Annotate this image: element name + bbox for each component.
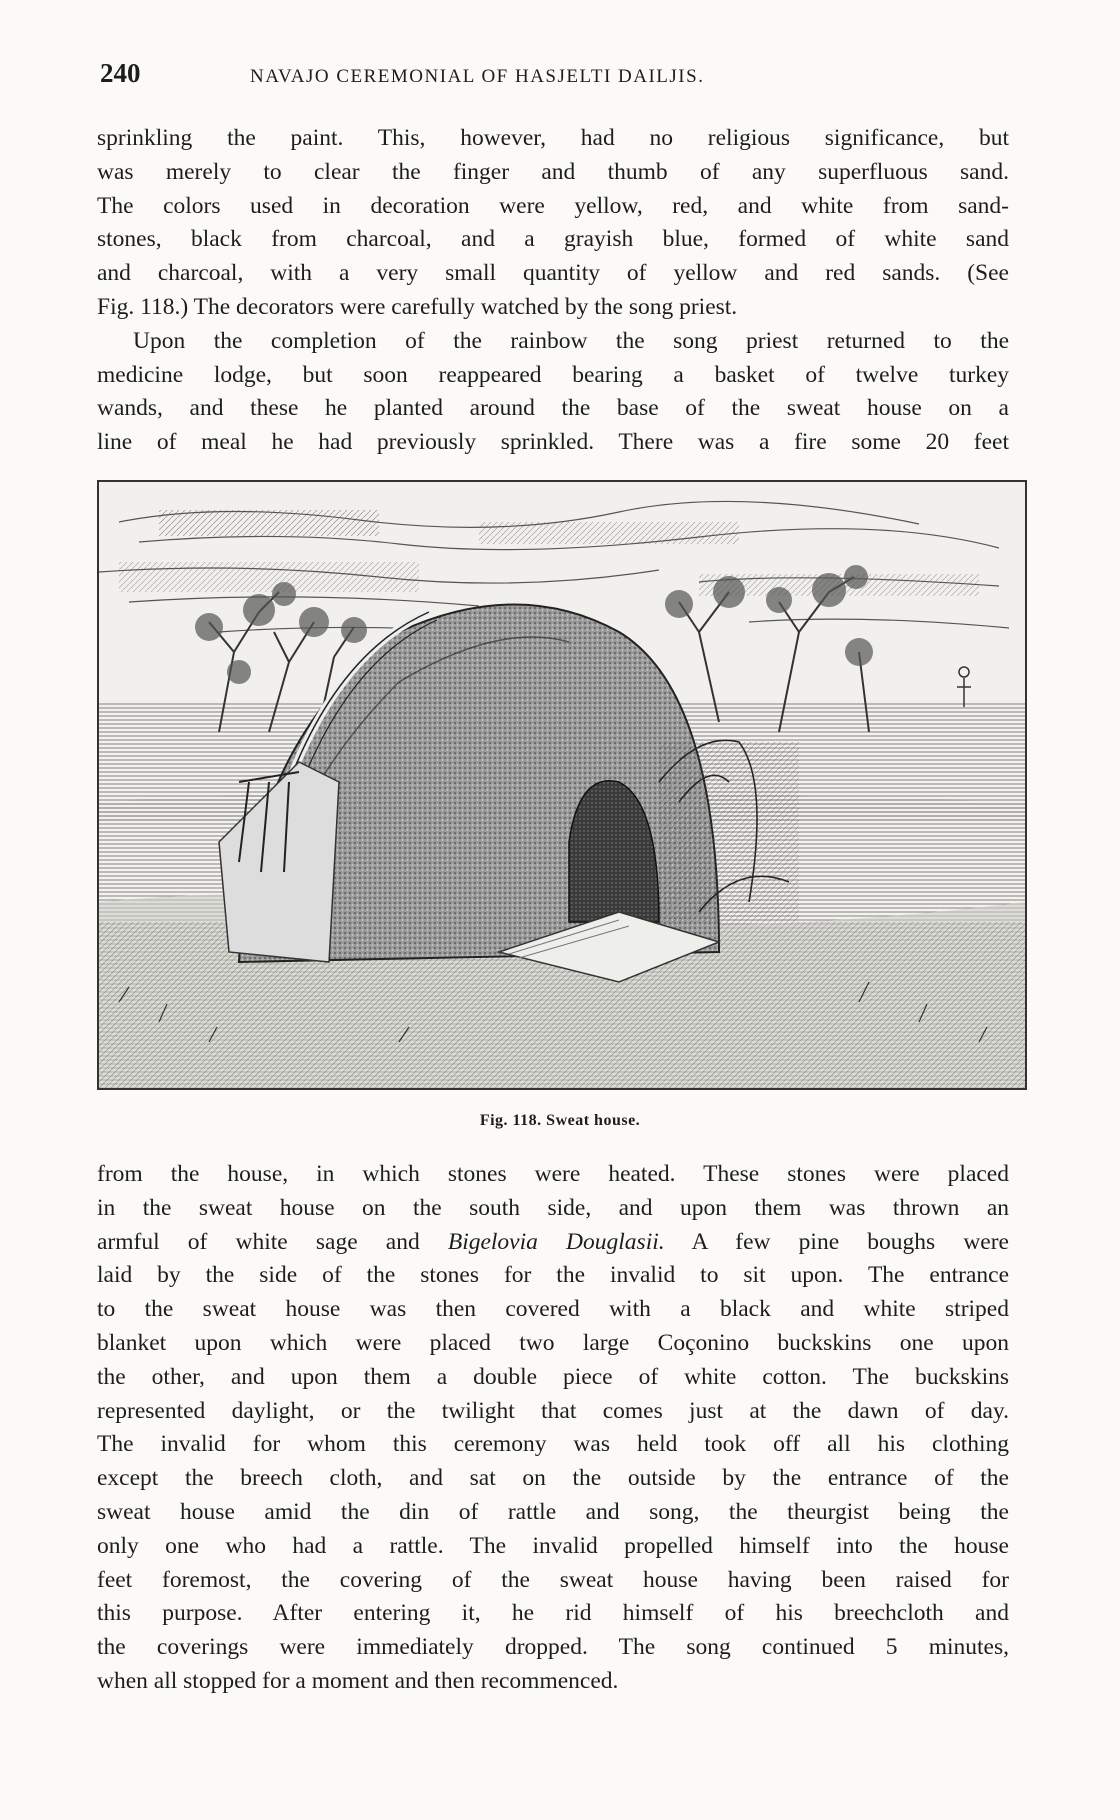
text-line: line of meal he had previously sprinkled. There was a fire some 20 feet [97,429,1009,456]
sweat-house-illustration [97,480,1027,1090]
species-name: Bigelovia Douglasii. [447,1228,665,1255]
text-line [97,1226,1009,1260]
figure-caption: Fig. 118. Sweat house. [479,1112,641,1129]
text-line: laid by the side of the stones for the invalid to sit upon. The entrance [97,1262,1009,1289]
text-line: in the sweat house on the south side, and upon them was thrown an [97,1194,1009,1221]
text-line: only one who had a rattle. The invalid propelled himself into the house [97,1532,1009,1559]
text-line: sweat house amid the din of rattle and song, the theurgist being the [97,1498,1009,1525]
text-line: medicine lodge, but soon reappeared bearing a basket of twelve turkey [97,361,1009,388]
text-line: this purpose. After entering it, he rid himself of his breechcloth and [97,1600,1009,1627]
text-line: blanket upon which were placed two large Coçonino buckskins one upon [97,1329,1009,1356]
text-line: sprinkling the paint. This, however, had no religious significance, but [97,125,1009,151]
page-number: 240 [100,58,141,88]
text-line: and charcoal, with a very small quantity of yellow and red sands. (See [97,260,1009,287]
text-line: was merely to clear the finger and thumb of any superfluous sand. [97,158,1009,185]
page-header [100,58,1000,94]
text-line: Fig. 118.) The decorators were carefully watched by the song priest. [97,293,738,320]
text-line: to the sweat house was then covered with a black and white striped [97,1296,1009,1323]
text-segment: A few pine boughs were [664,1228,1009,1255]
text-line: feet foremost, the covering of the sweat house having been raised for [97,1566,1009,1593]
text-line: the other, and upon them a double piece of white cotton. The buckskins [97,1363,1009,1390]
text-line: from the house, in which stones were heated. These stones were placed [97,1161,1009,1187]
paragraph-1 [97,122,1009,460]
text-line: The colors used in decoration were yellow, red, and white from sand- [97,192,1009,219]
text-line: The invalid for whom this ceremony was held took off all his clothing [97,1431,1009,1458]
running-head: NAVAJO CEREMONIAL OF HASJELTI DAILJIS. [250,66,705,87]
text-segment: armful of white sage and [97,1228,448,1255]
paragraph-3 [97,1158,1009,1699]
text-line: represented daylight, or the twilight that comes just at the dawn of day. [97,1397,1009,1424]
text-line: except the breech cloth, and sat on the outside by the entrance of the [97,1465,1009,1492]
text-line: the coverings were immediately dropped. The song continued 5 minutes, [97,1634,1009,1661]
text-line: stones, black from charcoal, and a grayish blue, formed of white sand [97,226,1009,253]
text-line: when all stopped for a moment and then recommenced. [97,1667,619,1694]
text-line: Upon the completion of the rainbow the song priest returned to the [133,327,1009,354]
text-line: wands, and these he planted around the base of the sweat house on a [97,395,1009,422]
